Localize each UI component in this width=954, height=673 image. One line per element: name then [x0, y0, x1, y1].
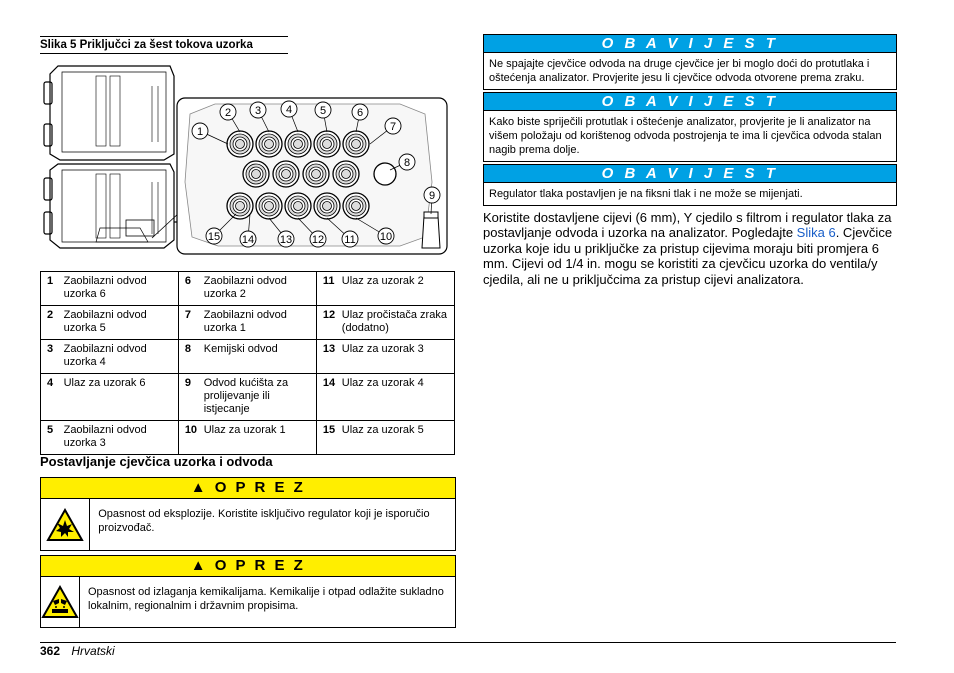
notice-text: Kako biste spriječili protutlak i oštećenje analizator, provjerite je li analizator na višem položaju od korištenog odvoda postrojenja te ima li cjevčica odvoda stalan nagib prema dolje. — [489, 116, 882, 156]
callout-number: 12 — [311, 234, 325, 246]
callout-number: 3 — [254, 105, 262, 117]
notice-box-1 — [483, 34, 897, 90]
callout-number: 4 — [285, 104, 293, 116]
legend-row — [41, 421, 455, 455]
callout-number: 7 — [389, 121, 397, 133]
legend-number: 2 — [41, 306, 58, 340]
callout-number: 1 — [196, 126, 204, 138]
notice-text: Regulator tlaka postavljen je na fiksni tlak i ne može se mijenjati. — [489, 188, 803, 200]
legend-text: Ulaz za uzorak 3 — [336, 340, 455, 374]
figure-title: Slika 5 Priključci za šest tokova uzorka — [40, 36, 288, 54]
legend-text: Zaobilazni odvod uzorka 5 — [58, 306, 179, 340]
warning-triangle-icon: ▲ — [190, 557, 209, 574]
page-number: 362 — [40, 644, 61, 658]
port-fitting — [285, 131, 311, 157]
callout-number: 9 — [428, 190, 436, 202]
legend-number: 1 — [41, 272, 58, 306]
chemical-hazard-icon — [41, 585, 79, 619]
port-fitting — [343, 193, 369, 219]
caution-box-chemical — [40, 555, 456, 628]
footer — [40, 644, 115, 658]
legend-text: Zaobilazni odvod uzorka 3 — [58, 421, 179, 455]
analyzer-enclosure — [44, 66, 177, 248]
callout-number: 8 — [403, 157, 411, 169]
legend-table — [40, 271, 455, 455]
body-paragraph: Koristite dostavljene cijevi (6 mm), Y cjedilo s filtrom i regulator tlaka za postavljanje odvoda i uzorka na analizator. Pogledajte Slika 6. Cjevčice uzorka koje idu u priključke za pristup cijevima moraju biti promjera 6 mm. Cijevi od 1/4 in. mogu se koristiti za cjevčicu uzorka do ventila/y cjedila, ali ne u priključcima za pristup cijevi analizatora. — [483, 210, 893, 287]
legend-number: 6 — [178, 272, 197, 306]
legend-text: Zaobilazni odvod uzorka 2 — [198, 272, 317, 306]
legend-number: 11 — [316, 272, 335, 306]
legend-row — [41, 340, 455, 374]
legend-text: Ulaz za uzorak 4 — [336, 374, 455, 421]
notice-header: O B A V I J E S T — [484, 165, 896, 183]
callout-number: 10 — [379, 231, 393, 243]
callout-number: 6 — [356, 107, 364, 119]
drain-fitting — [422, 212, 440, 248]
legend-number: 13 — [316, 340, 335, 374]
notice-header: O B A V I J E S T — [484, 93, 896, 111]
legend-number: 5 — [41, 421, 58, 455]
legend-text: Ulaz za uzorak 2 — [336, 272, 455, 306]
legend-text: Ulaz pročistača zraka (dodatno) — [336, 306, 455, 340]
port-fitting — [314, 131, 340, 157]
port-fitting — [333, 161, 359, 187]
legend-text: Kemijski odvod — [198, 340, 317, 374]
caution-header: ▲ O P R E Z — [41, 478, 455, 499]
legend-number: 14 — [316, 374, 335, 421]
caution-text: Opasnost od eksplozije. Koristite isključivo regulator koji je isporučio proizvođač. — [98, 508, 430, 534]
callout-number: 14 — [241, 234, 255, 246]
footer-divider — [40, 642, 896, 643]
port-fitting — [256, 193, 282, 219]
port-fitting — [243, 161, 269, 187]
figure-link[interactable]: Slika 6 — [796, 225, 836, 241]
legend-row — [41, 374, 455, 421]
port-fitting — [303, 161, 329, 187]
port-fitting — [227, 131, 253, 157]
legend-number: 8 — [178, 340, 197, 374]
port-fitting — [343, 131, 369, 157]
legend-number: 10 — [178, 421, 197, 455]
footer-language: Hrvatski — [71, 644, 115, 658]
caution-box-explosion — [40, 477, 456, 551]
port-fitting — [374, 163, 396, 185]
legend-text: Ulaz za uzorak 6 — [58, 374, 179, 421]
caution-header: ▲ O P R E Z — [41, 556, 455, 577]
legend-number: 3 — [41, 340, 58, 374]
port-fitting — [256, 131, 282, 157]
legend-text: Ulaz za uzorak 5 — [336, 421, 455, 455]
notice-box-3 — [483, 164, 897, 206]
callout-number: 5 — [319, 105, 327, 117]
legend-text: Odvod kućišta za prolijevanje ili istjecanje — [198, 374, 317, 421]
legend-number: 4 — [41, 374, 58, 421]
notice-box-2 — [483, 92, 897, 162]
legend-text: Ulaz za uzorak 1 — [198, 421, 317, 455]
port-fitting — [314, 193, 340, 219]
callout-number: 15 — [207, 231, 221, 243]
fitting-diagram — [40, 62, 455, 262]
notice-text: Ne spajajte cjevčice odvoda na druge cjevčice jer bi moglo doći do protutlaka i oštećenja analizator. Provjerite jesu li cjevčice odvoda otvorene prema zraku. — [489, 58, 870, 84]
legend-number: 7 — [178, 306, 197, 340]
callout-number: 2 — [224, 107, 232, 119]
explosion-hazard-icon — [46, 508, 84, 542]
legend-number: 15 — [316, 421, 335, 455]
legend-text: Zaobilazni odvod uzorka 1 — [198, 306, 317, 340]
port-fitting — [273, 161, 299, 187]
port-fitting — [285, 193, 311, 219]
legend-number: 12 — [316, 306, 335, 340]
warning-triangle-icon: ▲ — [190, 479, 209, 496]
legend-number: 9 — [178, 374, 197, 421]
legend-text: Zaobilazni odvod uzorka 6 — [58, 272, 179, 306]
legend-text: Zaobilazni odvod uzorka 4 — [58, 340, 179, 374]
callout-number: 11 — [344, 234, 356, 246]
section-heading: Postavljanje cjevčica uzorka i odvoda — [40, 454, 273, 469]
callout-number: 13 — [279, 234, 293, 246]
port-fitting — [227, 193, 253, 219]
legend-row — [41, 272, 455, 306]
legend-row — [41, 306, 455, 340]
notice-header: O B A V I J E S T — [484, 35, 896, 53]
caution-text: Opasnost od izlaganja kemikalijama. Kemikalije i otpad odlažite sukladno lokalnim, regionalnim i državnim propisima. — [88, 586, 444, 612]
